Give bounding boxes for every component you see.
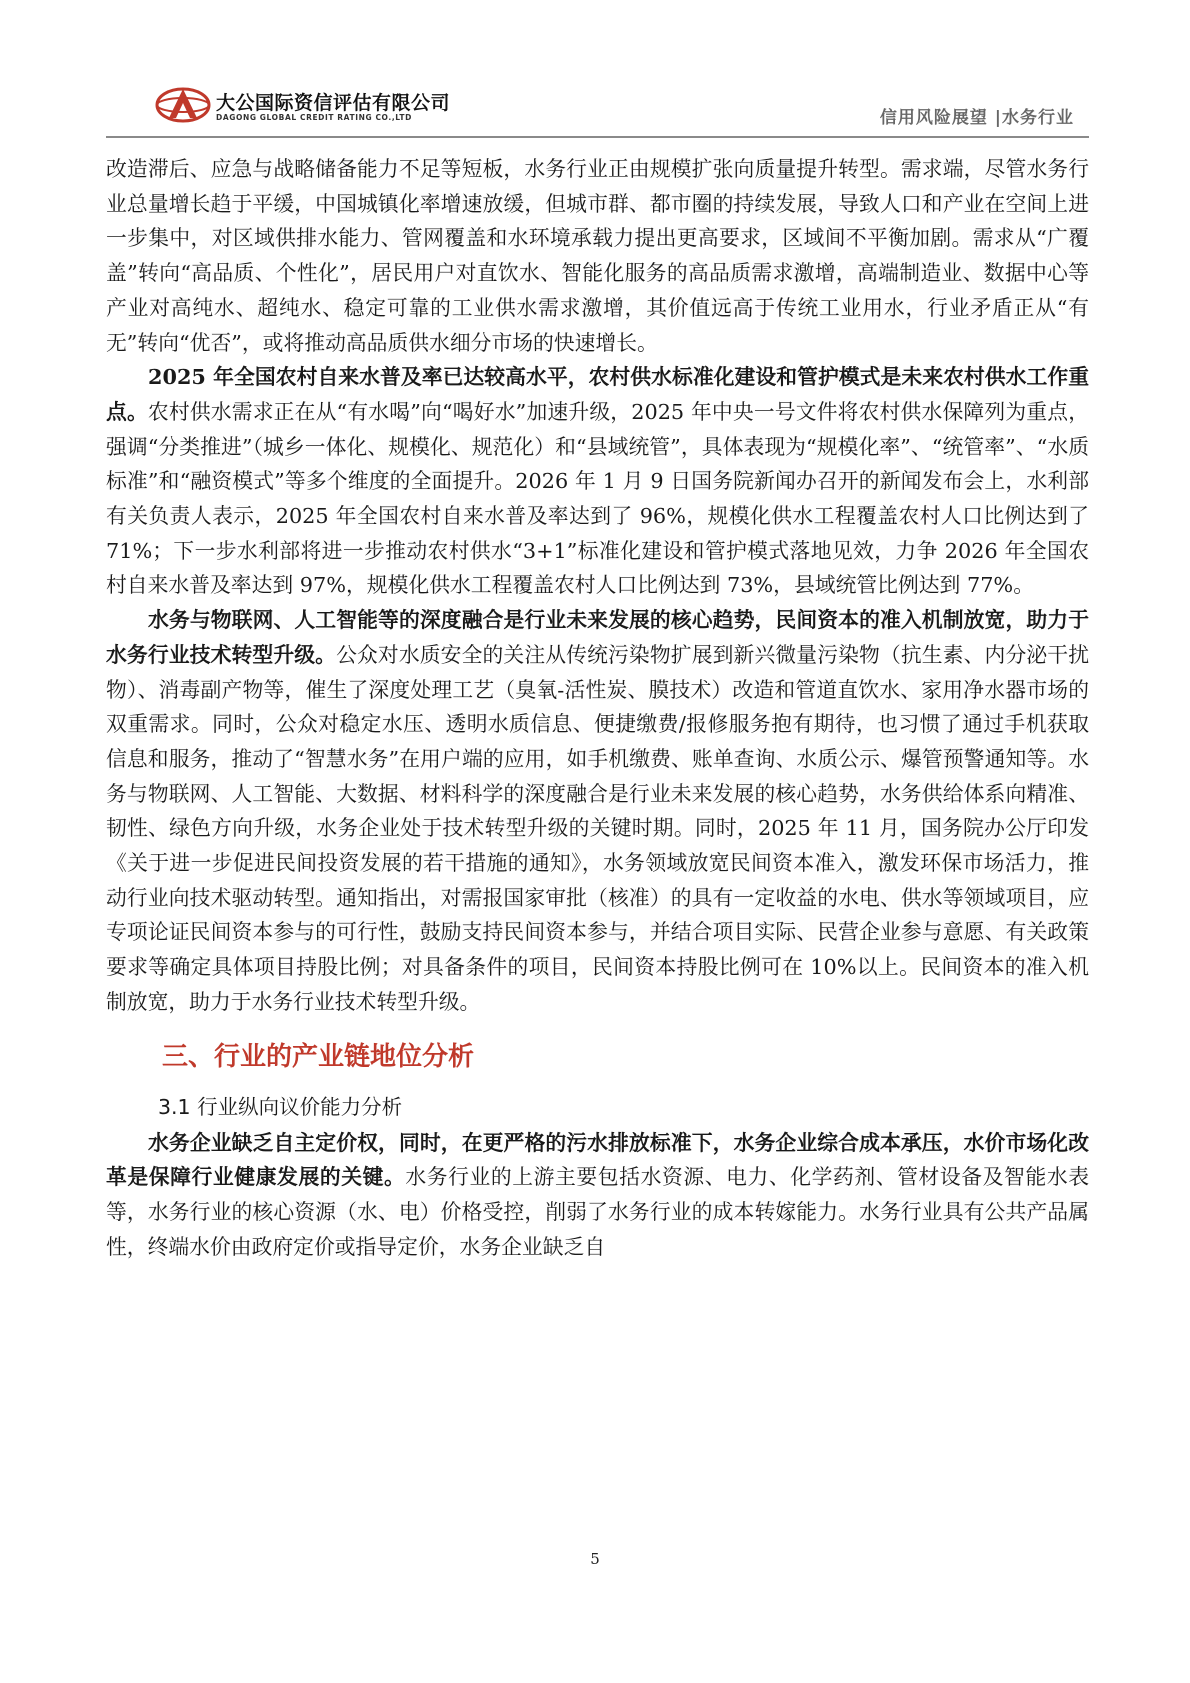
dagong-logo-icon — [155, 86, 211, 124]
paragraph-lead: 水务企业缺乏自主定价权，同时，在更严格的污水排放标准下，水务企业综合成本承压，水价市场化改革是保障行业健康发展的关键。 — [106, 1129, 1089, 1190]
page-number: 5 — [590, 1550, 600, 1568]
header-divider — [106, 136, 1089, 138]
paragraph-text: 水务行业的上游主要包括水资源、电力、化学药剂、管材设备及智能水表等，水务行业的核心资源（水、电）价格受控，削弱了水务行业的成本转嫁能力。水务行业具有公共产品属性，终端水价由政府定价或指导定价，水务企业缺乏自 — [106, 1165, 1090, 1259]
paragraph-text: 公众对水质安全的关注从传统污染物扩展到新兴微量污染物（抗生素、内分泌干扰物）、消毒副产物等，催生了深度处理工艺（臭氧-活性炭、膜技术）改造和管道直饮水、家用净水器市场的双重需求。同时，公众对稳定水压、透明水质信息、便捷缴费/报修服务抱有期待，也习惯了通过手机获取信息和服务，推动了“智慧水务”在用户端的应用，如手机缴费、账单查询、水质公示、爆管预警通知等。水务与物联网、人工智能、大数据、材料科学的深度融合是行业未来发展的核心趋势，水务供给体系向精准、韧性、绿色方向升级，水务企业处于技术转型升级的关键时期。同时，2025 年 11 月，国务院办公厅印发《关于进一步促进民间投资发展的若干措施的通知》，水务领域放宽民间资本准入，激发环保市场活力，推动行业向技术驱动转型。通知指出，对需报国家审批（核准）的具有一定收益的水电、供水等领域项目，应专项论证民间资本参与的可行性，鼓励支持民间资本参与，并结合项目实际、民营企业参与意愿、有关政策要求等确定具体项目持股比例；对具备条件的项目，民间资本持股比例可在 10%以上。民间资本的准入机制放宽，助力于水务行业技术转型升级。 — [106, 642, 1089, 1014]
report-section-tag: 信用风险展望 |水务行业 — [879, 108, 1074, 128]
paragraph-rural-water — [106, 360, 1089, 603]
paragraph-continued — [106, 152, 1089, 360]
paragraph-lead: 水务与物联网、人工智能等的深度融合是行业未来发展的核心趋势，民间资本的准入机制放宽，助力于水务行业技术转型升级。 — [106, 607, 1089, 667]
company-name-cn: 大公国际资信评估有限公司 — [216, 92, 451, 114]
paragraph-text: 改造滞后、应急与战略储备能力不足等短板，水务行业正由规模扩张向质量提升转型。需求端，尽管水务行业总量增长趋于平缓，中国城镇化率增速放缓，但城市群、都市圈的持续发展，导致人口和产业在空间上进一步集中，对区域供排水能力、管网覆盖和水环境承载力提出更高要求，区域间不平衡加剧。需求从“广覆盖”转向“高品质、个性化”，居民用户对直饮水、智能化服务的高品质需求激增，高端制造业、数据中心等产业对高纯水、超纯水、稳定可靠的工业供水需求激增，其价值远高于传统工业用水，行业矛盾正从“有无”转向“优否”，或将推动高品质供水细分市场的快速增长。 — [106, 157, 1089, 355]
company-name-en: DAGONG GLOBAL CREDIT RATING CO.,LTD — [216, 113, 412, 122]
paragraph-text: 农村供水需求正在从“有水喝”向“喝好水”加速升级，2025 年中央一号文件将农村供水保障列为重点，强调“分类推进”（城乡一体化、规模化、规范化）和“县域统管”，具体表现为“规模化率”、“统管率”、“水质标准”和“融资模式”等多个维度的全面提升。2026 年 1 月 9 日国务院新闻办召开的新闻发布会上，水利部有关负责人表示，2025 年全国农村自来水普及率达到了 96%，规模化供水工程覆盖农村人口比例达到了 71%；下一步水利部将进一步推动农村供水“3+1”标准化建设和管护模式落地见效，力争 2026 年全国农村自来水普及率达到 97%，规模化供水工程覆盖农村人口比例达到 73%，县域统管比例达到 77%。 — [106, 399, 1090, 598]
paragraph-lead: 2025 年全国农村自来水普及率已达较高水平，农村供水标准化建设和管护模式是未来农村供水工作重点。 — [106, 364, 1089, 424]
paragraph-pricing — [106, 1126, 1089, 1265]
section-heading: 三、行业的产业链地位分析 — [162, 1041, 475, 1072]
page-header — [0, 0, 1190, 140]
paragraph-smart-water — [106, 603, 1089, 1019]
subsection-heading: 3.1 行业纵向议价能力分析 — [158, 1094, 403, 1119]
page-content — [106, 152, 1089, 1264]
